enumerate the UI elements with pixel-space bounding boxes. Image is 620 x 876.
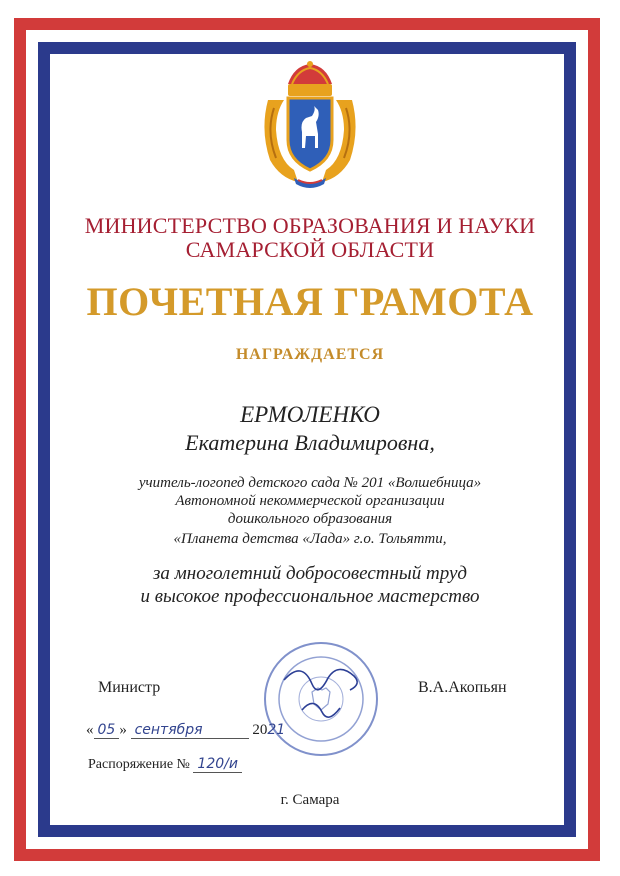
position-line: «Планета детства «Лада» г.о. Тольятти,: [173, 531, 447, 547]
date-year-prefix: 20: [252, 722, 268, 738]
signer-name: В.А.Акопьян: [418, 679, 507, 696]
date-month: сентября: [131, 722, 249, 739]
ministry-line-1: МИНИСТЕРСТВО ОБРАЗОВАНИЯ И НАУКИ: [84, 213, 536, 238]
order-label: Распоряжение №: [88, 757, 190, 772]
recipient-name: Екатерина Владимировна,: [185, 430, 435, 455]
position-line: дошкольного образования: [227, 511, 393, 527]
reason-line: за многолетний добросовестный труд: [153, 563, 467, 584]
order-value: 120/и: [193, 756, 242, 773]
recipient-surname: ЕРМОЛЕНКО: [240, 402, 380, 427]
date-day: 05: [94, 722, 120, 739]
city: г. Самара: [280, 792, 340, 808]
date-year-suffix: 21: [267, 722, 286, 738]
signer-role: Министр: [98, 679, 161, 696]
awarded-label: НАГРАЖДАЕТСЯ: [235, 346, 385, 363]
position-line: Автономной некоммерческой организации: [175, 493, 445, 509]
order-number: [88, 756, 242, 773]
certificate-title: ПОЧЕТНАЯ ГРАМОТА: [86, 279, 534, 324]
issue-date: « 05 » сентября 2021: [86, 722, 286, 738]
ministry-line-2: САМАРСКОЙ ОБЛАСТИ: [185, 237, 435, 262]
reason-line: и высокое профессиональное мастерство: [140, 586, 480, 607]
position-line: учитель-логопед детского сада № 201 «Волшебница»: [138, 475, 482, 491]
samara-coat-of-arms-icon: [258, 60, 362, 192]
official-stamp-icon: [262, 640, 380, 758]
